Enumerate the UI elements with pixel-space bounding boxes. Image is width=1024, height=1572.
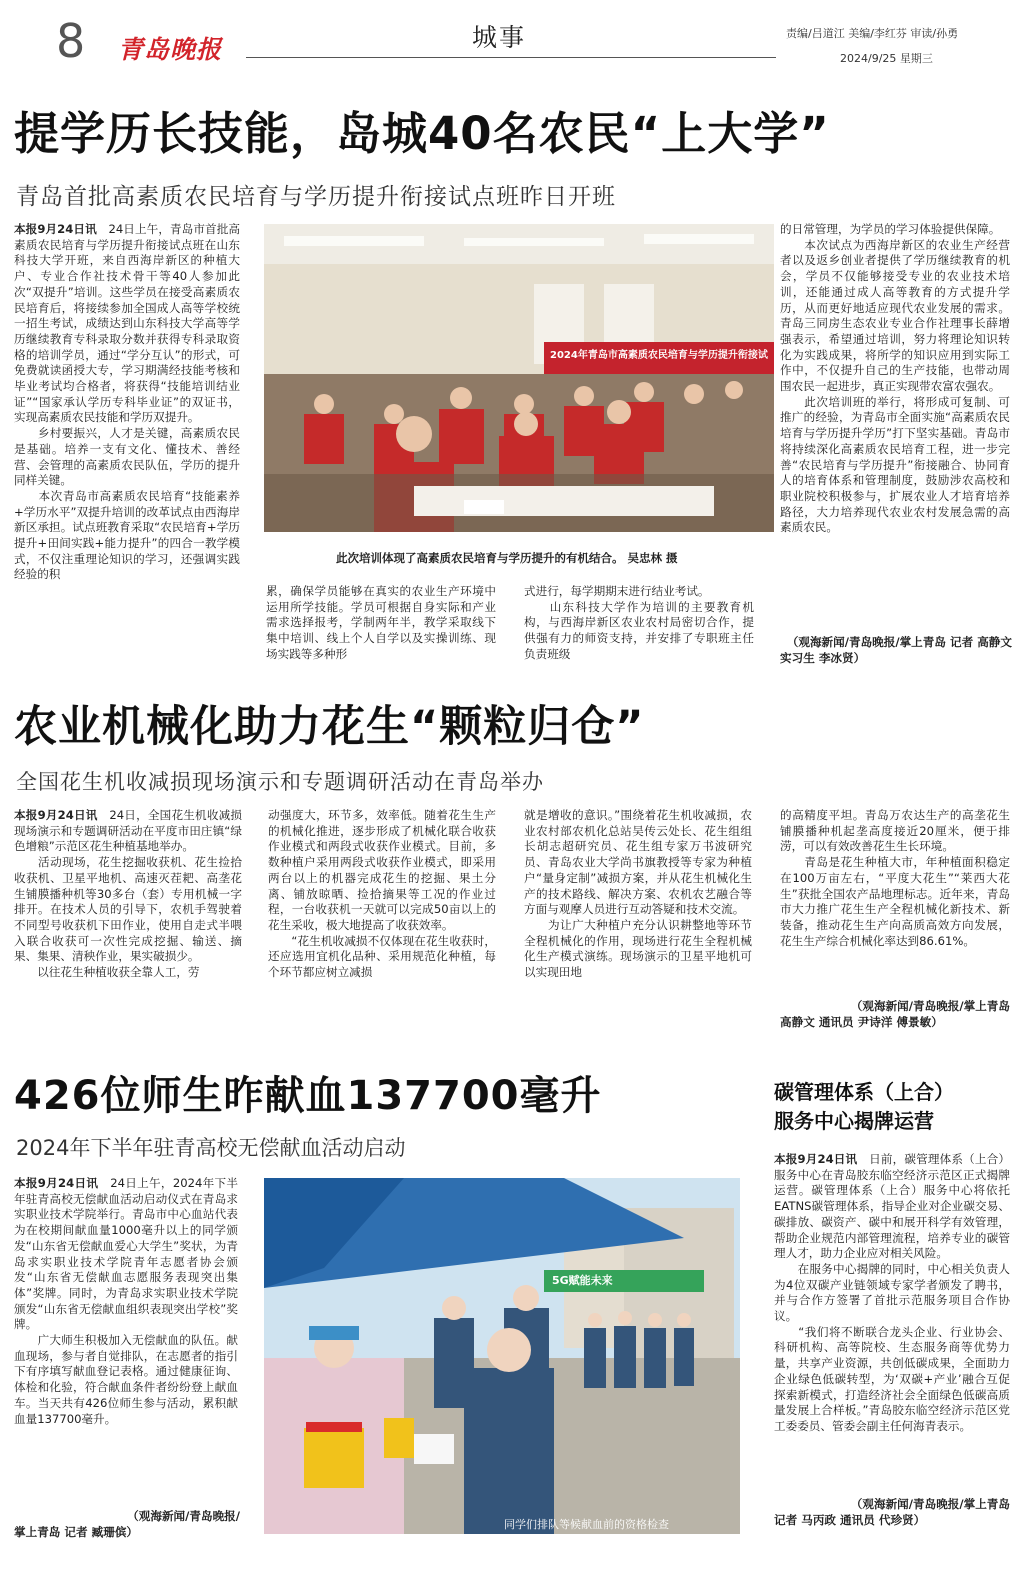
article3-headline: 426位师生昨献血137700毫升 xyxy=(14,1073,602,1119)
article3-lead: 本报9月24日讯 xyxy=(14,1176,99,1190)
article2-headline: 农业机械化助力花生“颗粒归仓” xyxy=(14,702,645,752)
article2-credit-line1: （观海新闻/青岛晚报/掌上青岛 xyxy=(850,999,1010,1013)
article1-photo-caption: 此次培训体现了高素质农民培育与学历提升的有机结合。 吴忠林 摄 xyxy=(336,551,678,565)
article4-lead: 本报9月24日讯 xyxy=(774,1152,858,1166)
article2-credit xyxy=(780,998,1010,1030)
article2-col1 xyxy=(14,808,242,1034)
article1-col1 xyxy=(14,222,240,670)
article2-lead: 本报9月24日讯 xyxy=(14,808,98,822)
article1-col4-text: 的日常管理，为学员的学习体验提供保障。 本次试点为西海岸新区的农业生产经营者以及返乡创业者提供了学历继续教育的机会，学员不仅能够接受专业的农业技术培训，还能通过成人高等教育的方式提升学历，从而更好地适应现代农业发展的需求。青岛三同房生态农业专业合作社理事长薛增强表示，希望通过培训，努力将理论知识转化为实践成果，将所学的知识应用到实际工作中，不仅提升自己的生产技能，也带动周围农民一起进步，真正实现带农富农强农。 此次培训班的举行，将形成可复制、可推广的经验，为青岛市全面实施“高素质农民培育与学历提升学历”打下坚实基础。青岛市将持续深化高素质农民培育工程，进一步完善“农民培育与学历提升”衔接融合、协同育人的培育体系和管理制度，鼓励涉农高校和职业院校积极参与，扩展农业人才培育培养路径，大力培养现代农业农村发展急需的高素质农民。 xyxy=(780,222,1010,535)
article4-headline xyxy=(774,1078,954,1136)
article3-col1 xyxy=(14,1176,238,1514)
header-date: 2024/9/25 星期三 xyxy=(840,52,933,65)
article1-col4 xyxy=(780,222,1010,670)
article1-subhead: 青岛首批高素质农民培育与学历提升衔接试点班昨日开班 xyxy=(16,184,616,210)
page-number: 8 xyxy=(56,14,86,68)
article3-col1-text: 24日上午，2024年下半年驻青高校无偿献血活动启动仪式在青岛求实职业技术学院举行。青岛市中心血站代表为在校期间献血量1000毫升以上的同学颁发“山东省无偿献血爱心大学生”奖状，为青岛求实职业技术学院青年志愿者协会颁发“山东省无偿献血志愿服务表现突出集体”奖牌。同时，为青岛求实职业技术学院颁发“山东省无偿献血组织表现突出学校”奖牌。 广大师生积极加入无偿献血的队伍。献血现场，参与者自觉排队，在志愿者的指引下有序填写献血登记表格。通过健康征询、体检和化验，符合献血条件者纷纷登上献血车。当天共有426位师生参与活动，累积献血量137700毫升。 xyxy=(14,1176,238,1426)
article4-credit-line1: （观海新闻/青岛晚报/掌上青岛 xyxy=(850,1497,1010,1511)
article1-credit-line1: （观海新闻/青岛晚报/掌上青岛 记者 高静文 xyxy=(786,635,1012,649)
article4-col1 xyxy=(774,1152,1010,1492)
page-header xyxy=(0,0,1024,78)
article3-credit-line2: 掌上青岛 记者 臧珊傧） xyxy=(14,1525,139,1539)
classroom-photo xyxy=(264,224,774,532)
article1-headline: 提学历长技能，岛城40名农民“上大学” xyxy=(14,107,830,160)
article2-subhead: 全国花生机收减损现场演示和专题调研活动在青岛举办 xyxy=(16,770,544,794)
article3-photo xyxy=(264,1178,740,1534)
paper-logo: 青岛晚报 xyxy=(118,35,223,64)
article1-credit xyxy=(780,634,1012,666)
photo-banner-text: 2024年青岛市高素质农民培育与学历提升衔接试 xyxy=(550,350,768,361)
article4-headline-line1: 碳管理体系（上合） xyxy=(774,1080,954,1104)
article2-credit-line2: 高静文 通讯员 尹诗洋 傅景敏） xyxy=(780,1015,943,1029)
article2-col4: 的高精度平坦。青岛万农达生产的高垄花生铺膜播种机起垄高度接近20厘米，便于排涝，可以有效改善花生生长环境。 青岛是花生种植大市，年种植面积稳定在100万亩左右，“平度大花生”“莱西大花生”获批全国农产品地理标志。近年来，青岛市大力推广花生生产全程机械化新技术、新装备，推动花生生产向高质高效方向发展，花生生产综合机械化率达到86.61%。 xyxy=(780,808,1010,948)
article1-lead: 本报9月24日讯 xyxy=(14,222,97,236)
article1-col2: 累，确保学员能够在真实的农业生产环境中运用所学技能。学员可根据自身实际和产业需求选择报考，学制两年半，教学采取线下集中培训、线上个人自学以及实操训练、现场实践等多种形 xyxy=(266,584,496,661)
article4-credit-line2: 记者 马丙政 通讯员 代珍贤） xyxy=(774,1513,926,1527)
article3-subhead: 2024年下半年驻青高校无偿献血活动启动 xyxy=(16,1136,406,1160)
article3-credit xyxy=(14,1508,240,1540)
article1-col3: 式进行，每学期期末进行结业考试。 山东科技大学作为培训的主要教育机构，与西海岸新区农业农村局密切合作，提供强有力的师资支持，并安排了专职班主任负责班级 xyxy=(524,584,754,661)
article4-headline-line2: 服务中心揭牌运营 xyxy=(774,1109,934,1133)
article1-col1-text: 24日上午，青岛市首批高素质农民培育与学历提升衔接试点班在山东科技大学开班，来自西海岸新区的种植大户、专业合作社技术骨干等40人参加此次“双提升”培训。这些学员在接受高素质农民培育后，将接续参加全国成人高等学校统一招生考试，成绩达到山东科技大学高等学历继续教育专科录取分数并获得专科录取资格的培训学员，通过“学分互认”的形式，可免费就读函授大专，学习期满经技能考核和毕业考试均合格者，将获得“技能培训结业证”“国家承认学历专科毕业证”的双证书，实现高素质农民技能和学历双提升。 乡村要振兴，人才是关键，高素质农民是基础。培养一支有文化、懂技术、善经营、会管理的高素质农民队伍，学历的提升同样关键。 本次青岛市高素质农民培育“技能素养+学历水平”双提升培训的改革试点由西海岸新区承担。试点班教育采取“农民培育+学历提升+田间实践+能力提升”的四合一教学模式，不仅注重理论知识的学习，还强调实践经验的积 xyxy=(14,222,240,582)
article1-photo xyxy=(264,224,774,532)
article4-credit xyxy=(774,1496,1010,1528)
header-editors: 责编/吕道江 美编/李红芬 审读/孙勇 xyxy=(786,27,959,40)
blood-donation-photo xyxy=(264,1178,740,1534)
article4-col1-text: 日前，碳管理体系（上合）服务中心在青岛胶东临空经济示范区正式揭牌运营。碳管理体系（上合）服务中心将依托EATNS碳管理体系，指导企业对企业碳交易、碳排放、碳资产、碳中和展开科学有效管理，帮助企业规范内部管理流程，培养专业的碳管理人才，助力企业应对相关风险。 在服务中心揭牌的同时，中心相关负责人为4位双碳产业链领域专家学者颁发了聘书，并与合作方签署了首批示范服务项目合作协议。 “我们将不断联合龙头企业、行业协会、科研机构、高等院校、生态服务商等优势力量，共享产业资源，共创低碳成果，全面助力企业绿色低碳转型，为‘双碳+产业’融合互促探索新模式，打造经济社会全面绿色低碳高质量发展上合样板。”青岛胶东临空经济示范区党工委委员、管委会副主任何海青表示。 xyxy=(774,1152,1010,1433)
article2-col3: 就是增收的意识。”围绕着花生机收减损，农业农村部农机化总站吴传云处长、花生组组长胡志超研究员、花生组专家万书波研究员、青岛农业大学尚书旗教授等专家为种植户“量身定制”减损方案，并从花生机械化生产的技术路线、解决方案、农机农艺融合等方面与观摩人员进行互动答疑和技术交流。 为让广大种植户充分认识耕整地等环节全程机械化的作用，现场进行花生全程机械化生产模式演练。现场演示的卫星平地机可以实现田地 xyxy=(524,808,752,980)
section-title: 城事 xyxy=(472,23,527,52)
header-rule xyxy=(246,57,776,58)
article2-col2: 动强度大，环节多，效率低。随着花生生产的机械化推进，逐步形成了机械化联合收获作业模式和两段式收获作业模式。目前，多数种植户采用两段式收获作业模式，即采用两台以上的机器完成花生的挖掘、果土分离、铺放晾晒、捡拾摘果等工况的作业过程，一台收获机一天就可以完成50亩以上的花生采收，极大地提高了收获效率。 “花生机收减损不仅体现在花生收获时，还应选用宜机化品种、采用规范化种植，每个环节都应树立减损 xyxy=(268,808,496,980)
article3-photo-caption: 同学们排队等候献血前的资格检查 xyxy=(504,1518,669,1531)
article3-credit-line1: （观海新闻/青岛晚报/ xyxy=(127,1509,240,1523)
photo-tent-text: 5G赋能未来 xyxy=(552,1274,613,1287)
article1-credit-line2: 实习生 李冰贤） xyxy=(780,651,866,665)
article2-col1-text: 24日，全国花生机收减损现场演示和专题调研活动在平度市田庄镇“绿色增粮”示范区花生种植基地举办。 活动现场，花生挖掘收获机、花生捡拾收获机、卫星平地机、高速灭茬耙、高垄花生铺膜播种机等30多台（套）专用机械一字排开。在技术人员的引导下，农机手驾驶着不同型号收获机下田作业，使用自走式半喂入联合收获可一次性完成挖掘、输送、摘果、集果、清秧作业，果实破损少。 以往花生种植收获全靠人工，劳 xyxy=(14,808,242,980)
